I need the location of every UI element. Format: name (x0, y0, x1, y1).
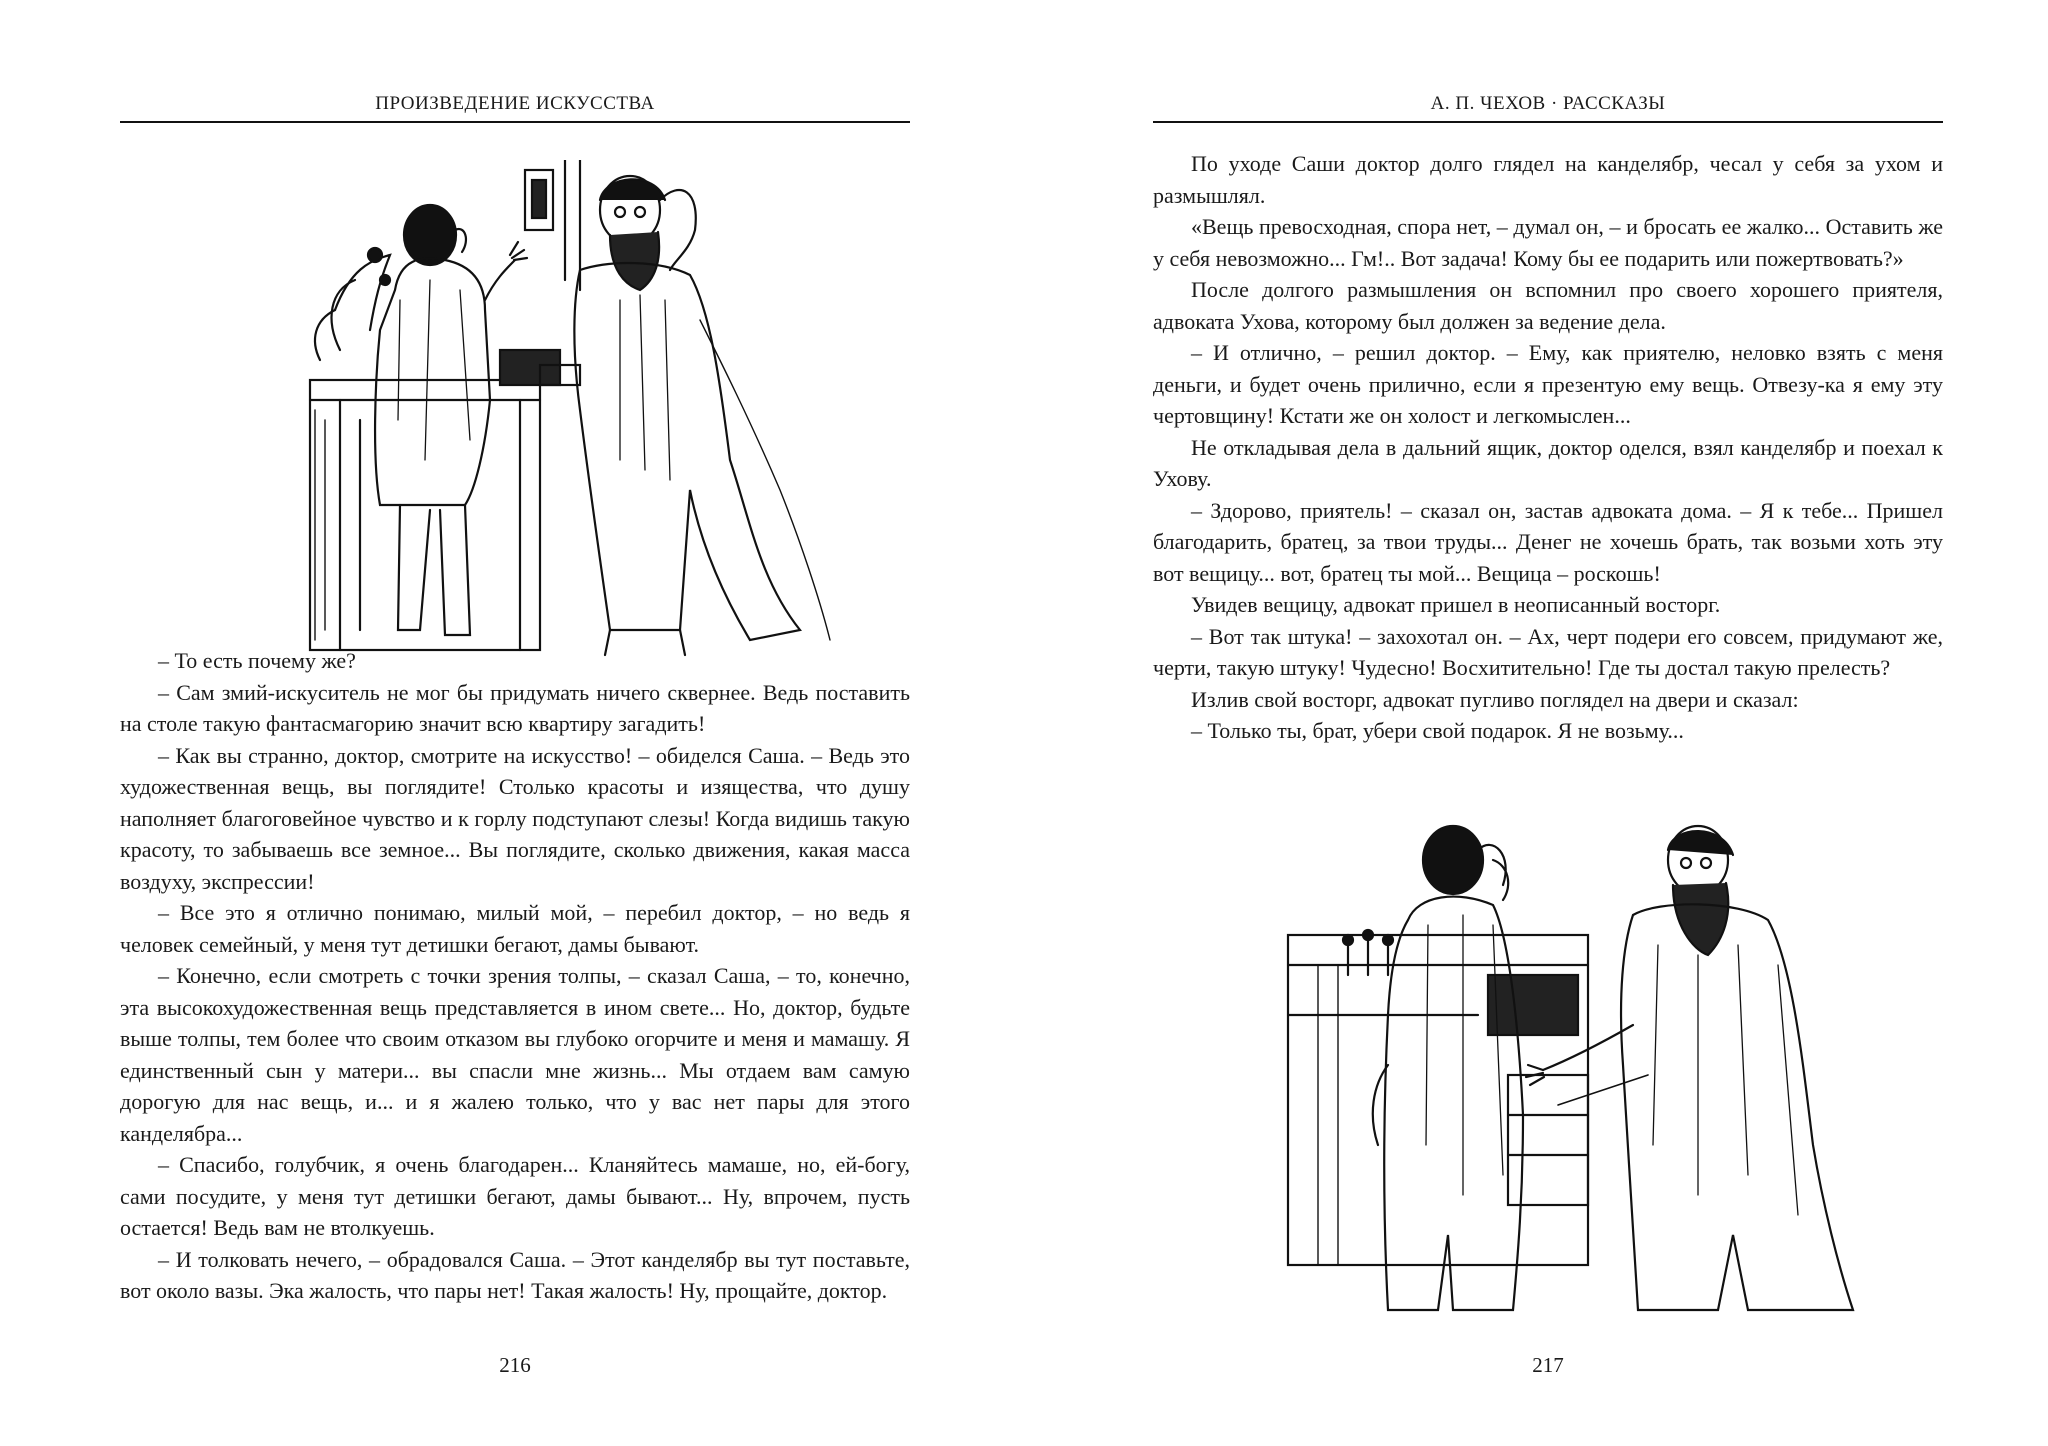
paragraph: – То есть почему же? (158, 648, 356, 673)
paragraph: – Вот так штука! – захохотал он. – Ах, черт подери его совсем, придумают же, черти, такую штуку! Чудесно! Восхитительно! Где ты достал такую прелесть? (1153, 623, 1943, 680)
paragraph: Излив свой восторг, адвокат пугливо поглядел на двери и сказал: (1191, 686, 1799, 712)
paragraph: – И отлично, – решил доктор. – Ему, как приятелю, неловко взять с меня деньги, и будет очень прилично, если я презентую ему вещь. Отвезу-ка я ему эту чертовщину! Кстати же он холост и легкомыслен... (1153, 340, 1943, 428)
left-body-text (120, 645, 910, 1307)
left-page (120, 0, 910, 1446)
page-number-left: 216 (499, 1353, 531, 1377)
paragraph: «Вещь превосходная, спора нет, – думал он, – и бросать ее жалко... Оставить же у себя невозможно... Гм!.. Вот задача! Кому бы ее подарить или пожертвовать?» (1153, 214, 1943, 271)
illustration-young-man-and-doctor (280, 160, 850, 660)
running-head-right: А. П. ЧЕХОВ · РАССКАЗЫ (1430, 93, 1666, 114)
paragraph: – Здорово, приятель! – сказал он, застав адвоката дома. – Я к тебе... Пришел благодарить, братец, за твои труды... Денег не хочешь брать, так возьми хоть эту вот вещицу... вот, братец ты мой... Вещица – роскошь! (1153, 497, 1943, 586)
paragraph: – Только ты, брат, убери свой подарок. Я не возьму... (1191, 718, 1684, 743)
right-page (1153, 0, 1943, 1446)
paragraph: – Сам змий-искуситель не мог бы придумать ничего сквернее. Ведь поставить на столе такую фантасмагорию значит всю квартиру загадить! (120, 679, 910, 736)
paragraph: – Спасибо, голубчик, я очень благодарен... Кланяйтесь мамаше, но, ей-богу, сами посудите, у меня тут детишки бегают, дамы бывают... Ну, впрочем, пусть остается! Ведь вам не втолкуешь. (120, 1152, 910, 1240)
illustration-two-men-at-desk (1278, 815, 1858, 1320)
paragraph: – Все это я отлично понимаю, милый мой, – перебил доктор, – но ведь я человек семейный, у меня тут детишки бегают, дамы бывают. (120, 900, 910, 957)
paragraph: По уходе Саши доктор долго глядел на канделябр, чесал у себя за ухом и размышлял. (1153, 151, 1943, 208)
paragraph: – Конечно, если смотреть с точки зрения толпы, – сказал Саша, – то, конечно, эта высокохудожественная вещь представляется в ином свете... Но, доктор, будьте выше толпы, тем более что своим отказом вы глубоко огорчите и меня и мамашу. Я единственный сын у матери... вы спасли мне жизнь... Мы отдаем вам самую дорогую для нас вещь, и... и я жалею только, что у вас нет пары для этого канделябра... (120, 963, 910, 1146)
paragraph: Не откладывая дела в дальний ящик, доктор оделся, взял канделябр и поехал к Ухову. (1153, 434, 1943, 491)
paragraph: – И толковать нечего, – обрадовался Саша. – Этот канделябр вы тут поставьте, вот около вазы. Эка жалость, что пары нет! Такая жалость! Ну, прощайте, доктор. (120, 1246, 910, 1303)
running-head-left: ПРОИЗВЕДЕНИЕ ИСКУССТВА (375, 93, 655, 114)
page-number-right: 217 (1532, 1353, 1564, 1377)
paragraph: Увидев вещицу, адвокат пришел в неописанный восторг. (1191, 592, 1721, 617)
right-body-text (1153, 148, 1943, 747)
header-rule-left (120, 121, 910, 123)
paragraph: После долгого размышления он вспомнил про своего хорошего приятеля, адвоката Ухова, которому был должен за ведение дела. (1153, 277, 1943, 334)
paragraph: – Как вы странно, доктор, смотрите на искусство! – обиделся Саша. – Ведь это художественная вещь, вы поглядите! Столько красоты и изящества, что душу наполняет благоговейное чувство и к горлу подступают слезы! Когда видишь такую красоту, то забываешь все земное... Вы поглядите, сколько движения, какая масса воздуху, экспрессии! (120, 742, 910, 894)
header-rule-right (1153, 121, 1943, 123)
